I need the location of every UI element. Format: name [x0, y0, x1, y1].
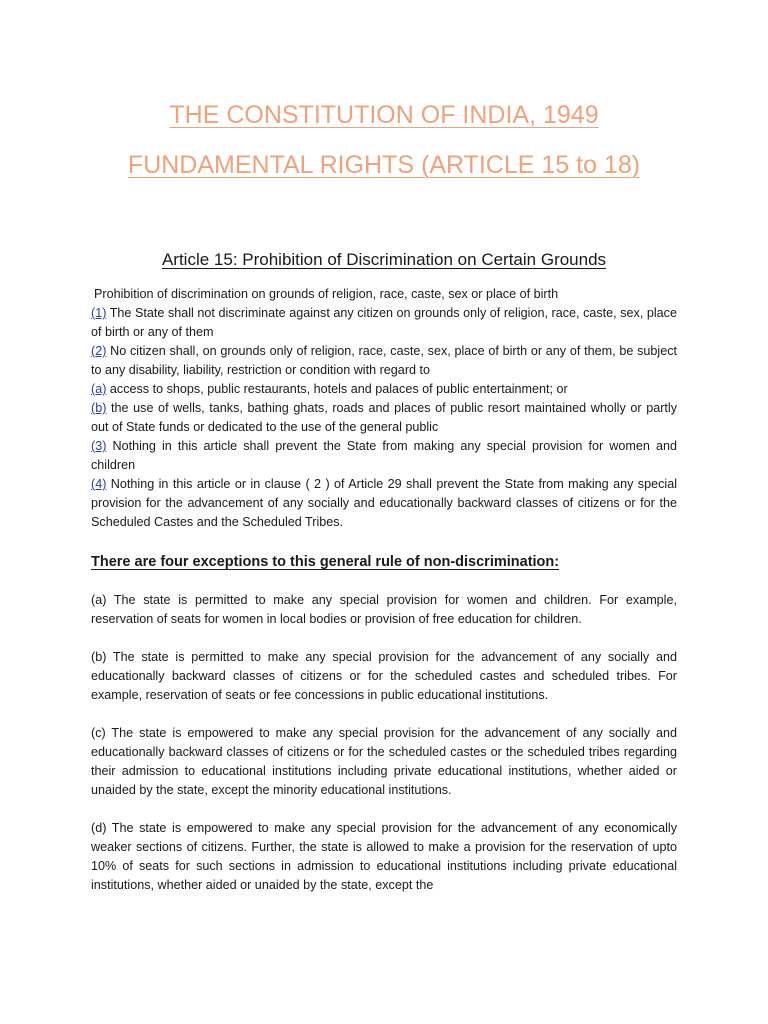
- clause-1: [91, 304, 677, 342]
- clause-a: [91, 380, 677, 399]
- clause-text: Nothing in this article shall prevent the State from making any special provision for women and children: [91, 439, 677, 472]
- clause-text: No citizen shall, on grounds only of religion, race, caste, sex, place of birth or any of them, be subject to any disability, liability, restriction or condition with regard to: [91, 344, 677, 377]
- clause-2: [91, 342, 677, 380]
- article-body: [91, 285, 677, 532]
- exception-item: (d) The state is empowered to make any special provision for the advancement of any economically weaker sections of citizens. Further, the state is allowed to make a provision for the reservation of upto 10% of seats for such sections in admission to educational institutions including private educational institutions, whether aided or unaided by the state, except the: [91, 821, 677, 892]
- clause-link-3[interactable]: (3): [91, 439, 107, 453]
- clause-link-4[interactable]: (4): [91, 477, 107, 491]
- clause-link-a[interactable]: (a): [91, 382, 107, 396]
- clause-link-b[interactable]: (b): [91, 401, 107, 415]
- exception-item: (b) The state is permitted to make any special provision for the advancement of any socially and educationally backward classes of citizens or for the scheduled castes and scheduled tribes. For example, reservation of seats or fee concessions in public educational institutions.: [91, 650, 677, 702]
- clause-text: Nothing in this article or in clause ( 2 ) of Article 29 shall prevent the State from making any special provision for the advancement of any socially and educationally backward classes of citizens or for the Scheduled Castes and the Scheduled Tribes.: [91, 477, 677, 529]
- clause-b: [91, 399, 677, 437]
- clause-text: access to shops, public restaurants, hotels and palaces of public entertainment; or: [106, 382, 568, 396]
- article-lead: Prohibition of discrimination on grounds of religion, race, caste, sex or place of birth: [94, 287, 559, 301]
- exception-item: (c) The state is empowered to make any special provision for the advancement of any socially and educationally backward classes of citizens or for the scheduled castes or the scheduled tribes regarding their admission to educational institutions including private educational institutions, whether aided or unaided by the state, except the minority educational institutions.: [91, 726, 677, 797]
- clause-3: [91, 437, 677, 475]
- document-subtitle: FUNDAMENTAL RIGHTS (ARTICLE 15 to 18): [127, 151, 641, 179]
- document-title: THE CONSTITUTION OF INDIA, 1949: [169, 101, 599, 129]
- exceptions-heading: There are four exceptions to this general rule of non-discrimination:: [91, 554, 560, 570]
- clause-link-2[interactable]: (2): [91, 344, 107, 358]
- exception-item: (a) The state is permitted to make any special provision for women and children. For example, reservation of seats for women in local bodies or provision of free education for children.: [91, 593, 677, 626]
- article-heading: Article 15: Prohibition of Discrimination on Certain Grounds: [161, 250, 607, 269]
- clause-text: the use of wells, tanks, bathing ghats, roads and places of public resort maintained wholly or partly out of State funds or dedicated to the use of the general public: [91, 401, 677, 434]
- exceptions-list: [91, 591, 677, 914]
- clause-4: [91, 475, 677, 532]
- clause-link-1[interactable]: (1): [91, 306, 107, 320]
- clause-text: The State shall not discriminate against any citizen on grounds only of religion, race, caste, sex, place of birth or any of them: [91, 306, 677, 339]
